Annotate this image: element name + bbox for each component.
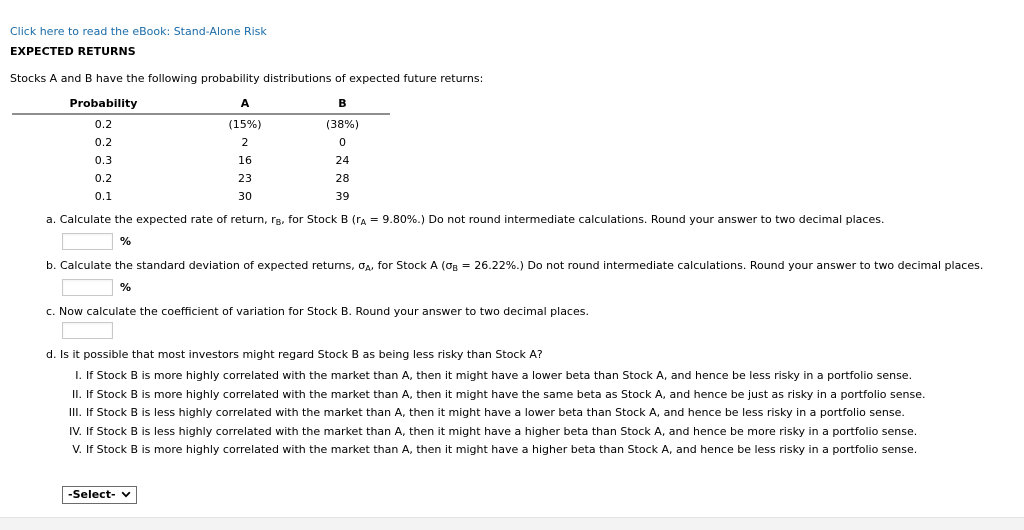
question-d-label: d.	[46, 348, 57, 361]
cell-a: (15%)	[228, 117, 262, 131]
table-row	[12, 187, 390, 205]
question-c-text: c. Now calculate the coefficient of variation for Stock B. Round your answer to two decimal places.	[46, 305, 589, 318]
cell-b: (38%)	[325, 117, 360, 131]
col-header-b: B	[338, 97, 347, 110]
table-row	[12, 115, 390, 133]
option-row-3	[56, 404, 1024, 423]
chevron-down-icon	[121, 491, 131, 498]
bottom-strip	[0, 517, 1024, 530]
option-row-1	[56, 367, 1024, 386]
option-numeral: II.	[72, 387, 82, 401]
percent-label-b: %	[120, 281, 132, 294]
intro-text: Stocks A and B have the following probability distributions of expected future returns:	[10, 72, 484, 85]
percent-label-a: %	[120, 235, 132, 248]
table-row	[12, 169, 390, 187]
table-row	[12, 133, 390, 151]
option-text: If Stock B is more highly correlated with the market than A, then it might have the same beta as Stock A, and hence be just as risky in a portfolio sense.	[86, 387, 926, 401]
col-header-a: A	[240, 97, 250, 110]
answer-input-b[interactable]	[62, 279, 113, 296]
assignment-page	[0, 25, 1024, 530]
question-a-label: a.	[46, 213, 57, 226]
risk-answer-select[interactable]	[62, 486, 137, 504]
cell-a: 23	[238, 171, 252, 185]
cell-a: 2	[241, 135, 249, 149]
option-numeral: I.	[75, 369, 82, 382]
cell-probability: 0.2	[94, 171, 113, 185]
option-row-4	[56, 423, 1024, 442]
question-b-label: b.	[46, 259, 57, 272]
ebook-link[interactable]: Click here to read the eBook: Stand-Alone Risk	[10, 25, 267, 38]
option-numeral: III.	[68, 406, 82, 419]
table-row	[12, 151, 390, 169]
question-b-text: b. Calculate the standard deviation of expected returns, $\sigma_A$, for Stock A $(\sigma_B = 26.22\%.)$ Do not round intermediate calculations. Round your answer to two decimal places.	[46, 259, 984, 273]
probability-distribution-table	[12, 96, 390, 205]
option-text: If Stock B is less highly correlated with the market than A, then it might have a higher beta than Stock A, and hence be more risky in a portfolio sense.	[86, 424, 918, 438]
question-d-options	[56, 367, 1024, 460]
cell-probability: 0.1	[94, 189, 113, 203]
option-row-5	[56, 441, 1024, 460]
option-numeral: V.	[72, 443, 82, 456]
answer-input-a[interactable]	[62, 233, 113, 250]
question-d-text: d. Is it possible that most investors might regard Stock B as being less risky than Stock A?	[46, 348, 543, 361]
answer-row-a	[62, 233, 1024, 250]
select-label: -Select-	[68, 488, 116, 501]
option-row-2	[56, 386, 1024, 405]
ebook-link-row	[10, 25, 1024, 38]
cell-a: 16	[238, 153, 252, 167]
cell-probability: 0.3	[94, 153, 113, 167]
question-a-text: a. Calculate the expected rate of return, $r_B$, for Stock B $(r_A = 9.80\%.)$ Do not round intermediate calculations. Round your answer to two decimal places.	[46, 213, 885, 227]
answer-row-b	[62, 279, 1024, 296]
cell-probability: 0.2	[94, 117, 113, 131]
option-text: If Stock B is more highly correlated with the market than A, then it might have a higher beta than Stock A, and hence be less risky in a portfolio sense.	[86, 443, 918, 456]
answer-input-c[interactable]	[62, 322, 113, 339]
cell-probability: 0.2	[94, 135, 113, 149]
cell-a: 30	[238, 189, 252, 203]
cell-b: 28	[335, 171, 350, 185]
answer-row-c	[62, 322, 1024, 339]
option-text: If Stock B is less highly correlated with the market than A, then it might have a lower beta than Stock A, and hence be less risky in a portfolio sense.	[86, 406, 905, 419]
cell-b: 0	[339, 135, 346, 149]
option-numeral: IV.	[69, 424, 82, 438]
question-c-label: c.	[46, 305, 56, 318]
col-header-probability: Probability	[69, 97, 138, 110]
page-title: EXPECTED RETURNS	[10, 45, 136, 58]
table-header-row	[12, 96, 390, 115]
cell-b: 24	[335, 153, 350, 167]
cell-b: 39	[335, 189, 350, 203]
option-text: If Stock B is more highly correlated with the market than A, then it might have a lower beta than Stock A, and hence be less risky in a portfolio sense.	[86, 369, 913, 382]
